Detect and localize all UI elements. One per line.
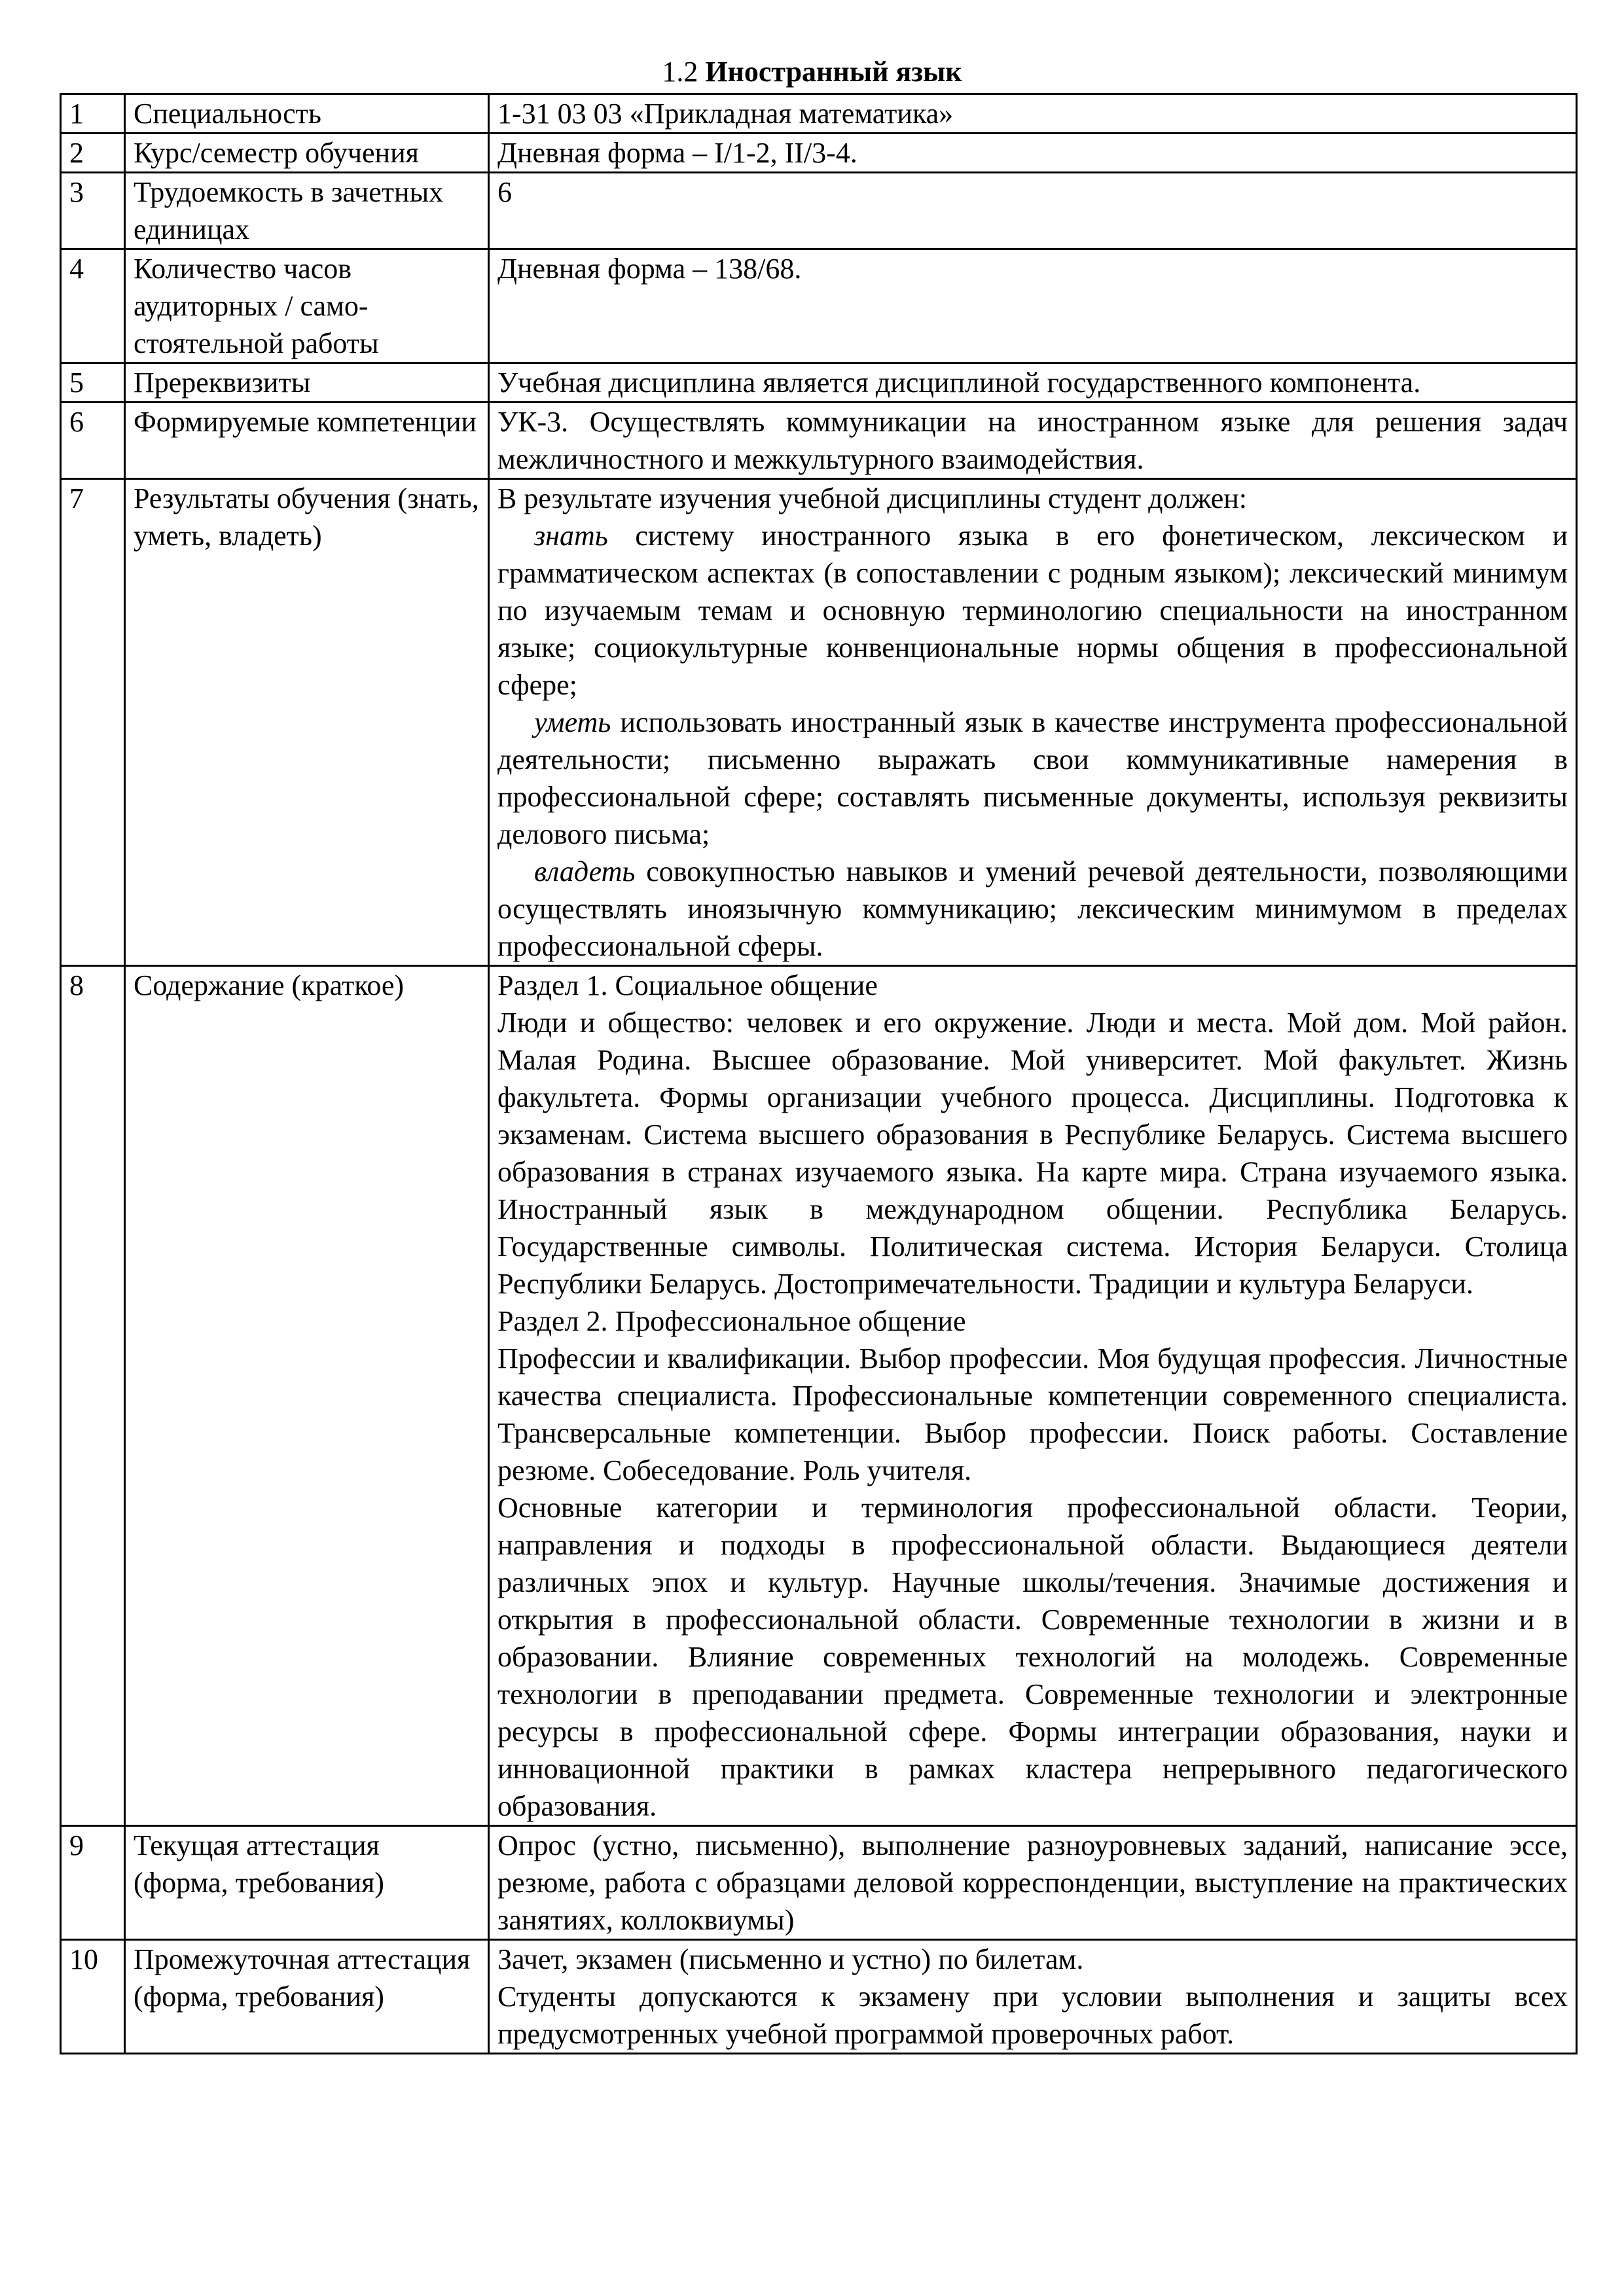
table-row bbox=[61, 479, 1577, 966]
row-label: Количество часов аудиторных / само-стоятельной работы bbox=[125, 249, 489, 363]
section-2-title: Раздел 2. Профессиональное общение bbox=[497, 1305, 966, 1337]
outcome-item bbox=[497, 853, 1568, 965]
row-number: 3 bbox=[61, 173, 125, 249]
table-row bbox=[61, 1940, 1577, 2054]
table-row bbox=[61, 363, 1577, 403]
table-row bbox=[61, 134, 1577, 173]
row-content bbox=[489, 479, 1577, 966]
row-number: 10 bbox=[61, 1940, 125, 2054]
table-row bbox=[61, 249, 1577, 363]
row-content: 6 bbox=[489, 173, 1577, 249]
outcome-keyword: уметь bbox=[534, 706, 611, 738]
row-content: Опрос (устно, письменно), выполнение разноуровневых заданий, написание эссе, резюме, работа с образцами деловой корреспонденции, выступление на практических занятиях, коллоквиумы) bbox=[489, 1826, 1577, 1940]
section-title: Иностранный язык bbox=[705, 56, 962, 88]
assessment-requirements: Студенты допускаются к экзамену при условии выполнения и защиты всех предусмотренных учебной программой проверочных работ. bbox=[497, 1981, 1568, 2050]
table-row bbox=[61, 966, 1577, 1826]
row-number: 8 bbox=[61, 966, 125, 1826]
row-number: 9 bbox=[61, 1826, 125, 1940]
outcome-keyword: владеть bbox=[534, 855, 636, 888]
row-content bbox=[489, 1940, 1577, 2054]
section-2-text: Профессии и квалификации. Выбор профессии. Моя будущая профессия. Личностные качества специалиста. Профессиональные компетенции современного специалиста. Трансверсальные компетенции. Выбор профессии. Поиск работы. Составление резюме. Собеседование. Роль учителя. bbox=[497, 1342, 1568, 1486]
row-number: 5 bbox=[61, 363, 125, 403]
section-2-text: Основные категории и терминология профессиональной области. Теории, направления и подходы в профессиональной области. Выдающиеся деятели различных эпох и культур. Научные школы/течения. Значимые достижения и открытия в профессиональной области. Современные технологии в жизни и в образовании. Влияние современных технологий на молодежь. Современные технологии в преподавании предмета. Современные технологии и электронные ресурсы в профессиональной сфере. Формы интеграции образования, науки и инновационной практики в рамках кластера непрерывного педагогического образования. bbox=[497, 1492, 1568, 1822]
row-number: 7 bbox=[61, 479, 125, 966]
outcome-text: использовать иностранный язык в качестве инструмента профессиональной деятельности; письменно выражать свои коммуникативные намерения в профессиональной сфере; составлять письменные документы, используя реквизиты делового письма; bbox=[497, 706, 1568, 850]
row-content: Дневная форма – 138/68. bbox=[489, 249, 1577, 363]
row-content: УК-3. Осуществлять коммуникации на иностранном языке для решения задач межличностного и межкультурного взаимодействия. bbox=[489, 403, 1577, 479]
row-label: Формируемые компетенции bbox=[125, 403, 489, 479]
outcome-item bbox=[497, 704, 1568, 853]
outcome-text: систему иностранного языка в его фонетическом, лексическом и грамматическом аспектах (в сопоставлении с родным языком); лексический минимум по изучаемым темам и основную терминологию специальности на иностранном языке; социокультурные конвенциональные нормы общения в профессиональной сфере; bbox=[497, 520, 1568, 701]
row-content: 1-31 03 03 «Прикладная математика» bbox=[489, 94, 1577, 134]
row-label: Курс/семестр обучения bbox=[125, 134, 489, 173]
row-label: Содержание (краткое) bbox=[125, 966, 489, 1826]
row-content bbox=[489, 966, 1577, 1826]
learning-outcomes-intro: В результате изучения учебной дисциплины студент должен: bbox=[497, 482, 1248, 514]
outcome-item bbox=[497, 517, 1568, 704]
row-label: Трудоемкость в зачетных единицах bbox=[125, 173, 489, 249]
outcome-keyword: знать bbox=[534, 520, 608, 552]
assessment-form: Зачет, экзамен (письменно и устно) по билетам. bbox=[497, 1943, 1084, 1975]
row-label: Результаты обучения (знать, уметь, владеть) bbox=[125, 479, 489, 966]
row-content: Учебная дисциплина является дисциплиной государственного компонента. bbox=[489, 363, 1577, 403]
outcome-text: совокупностью навыков и умений речевой деятельности, позволяющими осуществлять иноязычную коммуникацию; лексическим минимумом в пределах профессиональной сферы. bbox=[497, 855, 1568, 962]
row-number: 4 bbox=[61, 249, 125, 363]
section-number: 1.2 bbox=[662, 56, 698, 88]
row-label: Текущая аттестация (форма, требования) bbox=[125, 1826, 489, 1940]
table-row bbox=[61, 94, 1577, 134]
row-content: Дневная форма – I/1-2, II/3-4. bbox=[489, 134, 1577, 173]
row-label: Пререквизиты bbox=[125, 363, 489, 403]
section-1-text: Люди и общество: человек и его окружение. Люди и места. Мой дом. Мой район. Малая Родина. Высшее образование. Мой университет. Мой факультет. Жизнь факультета. Формы организации учебного процесса. Дисциплины. Подготовка к экзаменам. Система высшего образования в Республике Беларусь. Система высшего образования в странах изучаемого языка. На карте мира. Страна изучаемого языка. Иностранный язык в международном общении. Республика Беларусь. Государственные символы. Политическая система. История Беларуси. Столица Республики Беларусь. Достопримечательности. Традиции и культура Беларуси. bbox=[497, 1007, 1568, 1300]
row-number: 1 bbox=[61, 94, 125, 134]
section-1-title: Раздел 1. Социальное общение bbox=[497, 969, 878, 1001]
page-title bbox=[0, 54, 1624, 90]
row-number: 6 bbox=[61, 403, 125, 479]
table-row bbox=[61, 1826, 1577, 1940]
discipline-info-table bbox=[60, 93, 1578, 2054]
row-label: Специальность bbox=[125, 94, 489, 134]
table-row bbox=[61, 403, 1577, 479]
row-number: 2 bbox=[61, 134, 125, 173]
row-label: Промежуточная аттестация (форма, требования) bbox=[125, 1940, 489, 2054]
table-row bbox=[61, 173, 1577, 249]
